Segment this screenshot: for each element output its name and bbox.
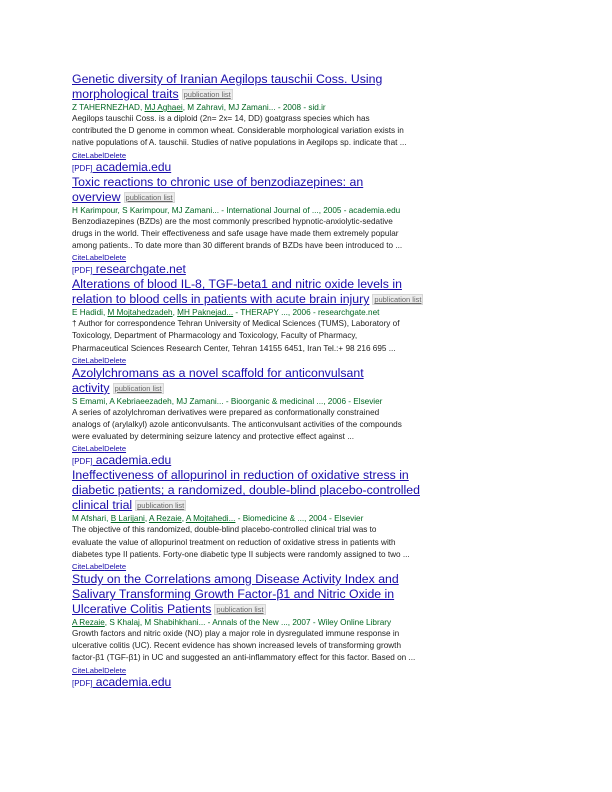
- result-title-link[interactable]: activity: [72, 380, 110, 395]
- pdf-link-line[interactable]: [72, 454, 492, 468]
- publication-list-badge[interactable]: publication list: [216, 605, 264, 615]
- publication-list-badge[interactable]: publication list: [183, 90, 231, 99]
- author[interactable]: A Rezaie: [72, 618, 105, 628]
- author: MJ Zamani...: [176, 396, 224, 406]
- pdf-link-line[interactable]: [72, 263, 492, 277]
- snippet-line: Benzodiazepines (BZDs) are the most commonly prescribed hypnotic-anxiolytic-sedative: [72, 216, 393, 226]
- results-list: [72, 72, 492, 690]
- search-result: [72, 175, 492, 278]
- author: M Zahravi: [187, 103, 224, 112]
- search-result: [72, 572, 492, 690]
- pdf-host-link[interactable]: academia.edu: [92, 453, 172, 468]
- result-title-link[interactable]: Ineffectiveness of allopurinol in reduction of oxidative stress in: [72, 468, 409, 483]
- pdf-tag: [PDF]: [72, 163, 93, 173]
- author: Z TAHERNEZHAD: [72, 103, 140, 112]
- author[interactable]: MJ Aghaei: [144, 103, 183, 112]
- publication-list-badge[interactable]: publication list: [114, 383, 162, 393]
- author: S Karimpour: [122, 205, 168, 215]
- delete-link[interactable]: Delete: [104, 253, 127, 263]
- publication-list-badge[interactable]: publication list: [137, 501, 185, 511]
- result-snippet: [72, 407, 492, 444]
- author[interactable]: A Rezaie: [148, 514, 182, 524]
- result-source: - 2008 - sid.ir: [275, 103, 326, 112]
- cite-link[interactable]: Cite: [72, 355, 86, 365]
- snippet-line: analogs of (arylalkyl) azole anticonvulsants. The anticonvulsant activities of the compounds: [72, 420, 402, 430]
- search-result: [72, 72, 492, 175]
- author: MJ Zamani...: [171, 205, 220, 215]
- result-title-link[interactable]: diabetic patients; a randomized, double-blind placebo-controlled: [72, 483, 420, 498]
- snippet-line: drugs in the world. Their effectiveness and safe usage have made them extremely popular: [72, 228, 399, 238]
- result-snippet: [72, 216, 492, 253]
- delete-link[interactable]: Delete: [104, 444, 127, 454]
- snippet-line: ulcerative colitis (UC). Recent evidence has shown increased levels of transforming growth: [72, 641, 402, 651]
- cite-link[interactable]: Cite: [72, 562, 86, 572]
- result-actions: [72, 561, 492, 572]
- result-snippet: [72, 113, 492, 150]
- pdf-link-line[interactable]: [72, 161, 492, 175]
- search-result: [72, 277, 492, 366]
- snippet-line: evaluate the value of allopurinol treatment on reduction of oxidative stress in patients with: [72, 537, 396, 547]
- author: E Hadidi: [72, 308, 103, 318]
- result-title-link[interactable]: Alterations of blood IL-8, TGF-beta1 and nitric oxide levels in: [72, 277, 402, 292]
- result-meta: E Hadidi, M Mojtahedzadeh, MH Paknejad... - THERAPY ..., 2006 - researchgate.net: [72, 308, 380, 318]
- result-meta: S Emami, A Kebriaeezadeh, MJ Zamani... - Bioorganic & medicinal ..., 2006 - Elsevier: [72, 396, 383, 406]
- result-title-line: [72, 572, 492, 587]
- snippet-line: diabetes type II patients. Forty-one diabetic type II subjects were randomly assigned to two ...: [72, 549, 410, 559]
- result-title-link[interactable]: Toxic reactions to chronic use of benzodiazepines: an: [72, 174, 364, 189]
- snippet-line: The objective of this randomized, double-blind placebo-controlled clinical trial was to: [72, 525, 377, 535]
- result-title-link[interactable]: Salivary Transforming Growth Factor-β1 and Nitric Oxide in: [72, 587, 395, 602]
- author: S Emami: [72, 396, 106, 406]
- publication-list-badge[interactable]: publication list: [125, 192, 173, 202]
- pdf-link-line[interactable]: [72, 676, 492, 690]
- snippet-line: contributed the D genome in common wheat. Considerable morphological variation exists in: [72, 126, 404, 136]
- publication-list-badge[interactable]: publication list: [374, 295, 422, 305]
- author: M Afshari: [72, 514, 107, 524]
- result-source: - Bioorganic & medicinal ..., 2006 - Elsevier: [223, 396, 383, 406]
- pdf-tag: [PDF]: [72, 457, 93, 467]
- pdf-host-link[interactable]: researchgate.net: [92, 262, 186, 277]
- cite-link[interactable]: Cite: [72, 665, 86, 675]
- result-title-line: [72, 87, 492, 102]
- snippet-line: among patients.. To date more than 30 different brands of BZDs have been introduced to ...: [72, 241, 403, 251]
- pdf-tag: [PDF]: [72, 678, 93, 688]
- delete-link[interactable]: Delete: [104, 150, 127, 160]
- result-title-line: [72, 498, 492, 513]
- label-link[interactable]: Label: [85, 253, 105, 263]
- pdf-host-link[interactable]: academia.edu: [92, 159, 172, 174]
- delete-link[interactable]: Delete: [104, 665, 127, 675]
- snippet-line: A series of azolylchroman derivatives were prepared as conformationally constrained: [72, 407, 380, 417]
- result-title-line: [72, 72, 492, 87]
- snippet-line: Growth factors and nitric oxide (NO) play a major role in dysregulated immune response in: [72, 629, 400, 639]
- result-source: - Biomedicine & ..., 2004 - Elsevier: [235, 514, 364, 524]
- result-source: - International Journal of ..., 2005 - academia.edu: [219, 205, 401, 215]
- author[interactable]: A Mojtahedi...: [185, 514, 236, 524]
- cite-link[interactable]: Cite: [72, 150, 86, 160]
- label-link[interactable]: Label: [85, 665, 105, 675]
- search-result: [72, 366, 492, 469]
- snippet-line: † Author for correspondence Tehran University of Medical Sciences (TUMS), Laboratory of: [72, 319, 400, 329]
- label-link[interactable]: Label: [85, 355, 105, 365]
- cite-link[interactable]: Cite: [72, 444, 86, 454]
- result-meta: H Karimpour, S Karimpour, MJ Zamani... - International Journal of ..., 2005 - academia.edu: [72, 205, 401, 215]
- author[interactable]: MH Paknejad...: [177, 308, 234, 318]
- result-title-line: [72, 175, 492, 190]
- result-title-link[interactable]: Genetic diversity of Iranian Aegilops tauschii Coss. Using: [72, 72, 383, 86]
- label-link[interactable]: Label: [85, 444, 105, 454]
- result-title-link[interactable]: Azolylchromans as a novel scaffold for anticonvulsant: [72, 365, 364, 380]
- author: A Kebriaeezadeh: [109, 396, 172, 406]
- result-title-line: [72, 366, 492, 381]
- author[interactable]: B Larijani: [110, 514, 145, 524]
- label-link[interactable]: Label: [85, 150, 105, 160]
- result-meta: Z TAHERNEZHAD, MJ Aghaei, M Zahravi, MJ Zamani... - 2008 - sid.ir: [72, 103, 326, 112]
- result-title-link[interactable]: Ulcerative Colitis Patients: [72, 602, 212, 617]
- result-title-line: [72, 587, 492, 602]
- cite-link[interactable]: Cite: [72, 253, 86, 263]
- snippet-line: factor-β1 (TGF-β1) in UC and suggested an anti-inflammatory effect for this factor. Based on ...: [72, 653, 416, 663]
- result-meta: M Afshari, B Larijani, A Rezaie, A Mojtahedi... - Biomedicine & ..., 2004 - Elsevier: [72, 514, 364, 524]
- author: H Karimpour: [72, 205, 118, 215]
- result-title-link[interactable]: clinical trial: [72, 498, 133, 513]
- result-snippet: [72, 524, 492, 561]
- result-title-link[interactable]: morphological traits: [72, 87, 179, 101]
- search-result: [72, 468, 492, 572]
- result-snippet: [72, 318, 492, 355]
- author: MJ Zamani...: [228, 103, 276, 112]
- result-title-line: [72, 190, 492, 205]
- snippet-line: native populations of A. tauschii. Studies of native populations in Aegilops sp. indicate that ...: [72, 138, 407, 148]
- result-title-link[interactable]: overview: [72, 189, 121, 204]
- result-title-line: [72, 381, 492, 396]
- result-snippet: [72, 628, 492, 665]
- delete-link[interactable]: Delete: [104, 355, 127, 365]
- result-title-line: [72, 468, 492, 483]
- author: M Shabihkhani...: [144, 618, 206, 628]
- label-link[interactable]: Label: [85, 562, 105, 572]
- result-source: - THERAPY ..., 2006 - researchgate.net: [233, 308, 380, 318]
- result-title-line: [72, 292, 492, 307]
- snippet-line: Aegilops tauschii Coss. is a diploid (2n= 2x= 14, DD) goatgrass species which has: [72, 114, 370, 123]
- pdf-tag: [PDF]: [72, 266, 93, 276]
- result-source: - Annals of the New ..., 2007 - Wiley Online Library: [205, 618, 392, 628]
- result-title-link[interactable]: relation to blood cells in patients with acute brain injury: [72, 292, 370, 307]
- result-title-line: [72, 602, 492, 617]
- pdf-host-link[interactable]: academia.edu: [92, 674, 172, 689]
- result-title-link[interactable]: Study on the Correlations among Disease Activity Index and: [72, 572, 399, 587]
- author[interactable]: M Mojtahedzadeh: [107, 308, 173, 318]
- author: S Khalaj: [109, 618, 140, 628]
- result-title-line: [72, 277, 492, 292]
- result-title-line: [72, 483, 492, 498]
- snippet-line: Pharmaceutical Sciences Research Center, Tehran 14155 6451, Iran Tel.:+ 98 216 695 ...: [72, 343, 396, 353]
- result-meta: A Rezaie, S Khalaj, M Shabihkhani... - Annals of the New ..., 2007 - Wiley Online Library: [72, 618, 392, 628]
- snippet-line: were evaluated by determining seizure latency and protective effect against ...: [72, 432, 355, 442]
- result-actions: [72, 355, 492, 366]
- snippet-line: Toxicology, Department of Pharmacology and Toxicology, Faculty of Pharmacy,: [72, 331, 358, 341]
- delete-link[interactable]: Delete: [104, 562, 127, 572]
